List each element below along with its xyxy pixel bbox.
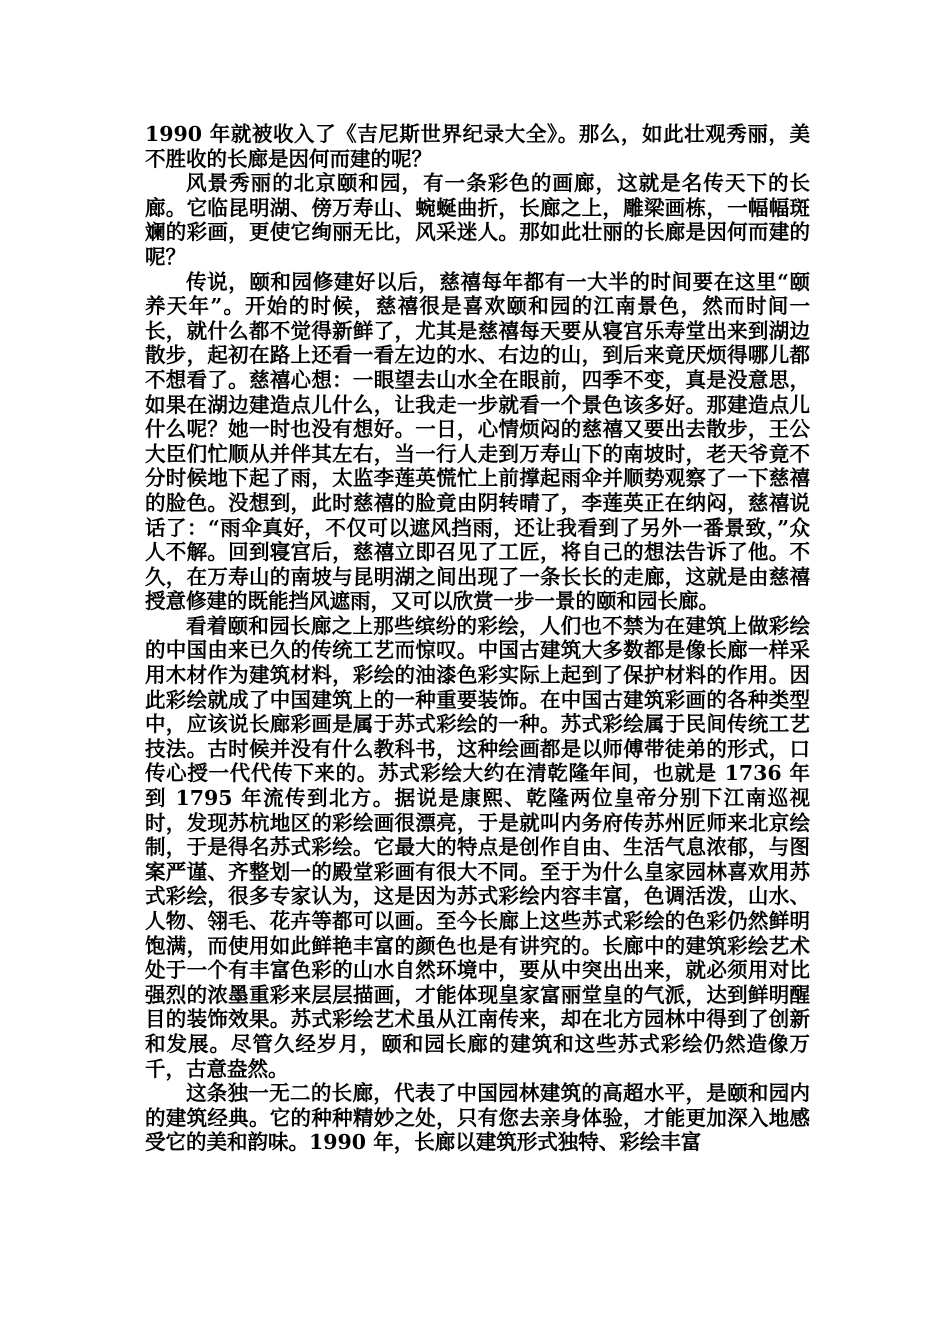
paragraph-2: 风景秀丽的北京颐和园，有一条彩色的画廊，这就是名传天下的长廊。它临昆明湖、傍万寿山、蜿蜒曲折，长廊之上，雕梁画栋，一幅幅斑斓的彩画，更使它绚丽无比，风采迷人。那如此壮丽的长廊是因何而建的呢？ — [145, 171, 810, 269]
paragraph-5: 这条独一无二的长廊，代表了中国园林建筑的高超水平，是颐和园内的建筑经典。它的种种精妙之处，只有您去亲身体验，才能更加深入地感受它的美和韵味。1990 年，长廊以建筑形式独特、彩绘丰富 — [145, 1081, 810, 1155]
paragraph-1: 1990 年就被收入了《吉尼斯世界纪录大全》。那么，如此壮观秀丽，美不胜收的长廊是因何而建的呢？ — [145, 122, 810, 171]
paragraph-3: 传说，颐和园修建好以后，慈禧每年都有一大半的时间要在这里“颐养天年”。开始的时候，慈禧很是喜欢颐和园的江南景色，然而时间一长，就什么都不觉得新鲜了，尤其是慈禧每天要从寝宫乐寿堂出来到湖边散步，起初在路上还看一看左边的水、右边的山，到后来竟厌烦得哪儿都不想看了。慈禧心想：一眼望去山水全在眼前，四季不变，真是没意思，如果在湖边建造点儿什么，让我走一步就看一个景色该多好。那建造点儿什么呢？她一时也没有想好。一日，心情烦闷的慈禧又要出去散步，王公大臣们忙顺从并伴其左右，当一行人走到万寿山下的南坡时，老天爷竟不分时候地下起了雨，太监李莲英慌忙上前撑起雨伞并顺势观察了一下慈禧的脸色。没想到，此时慈禧的脸竟由阴转晴了，李莲英正在纳闷，慈禧说话了：“雨伞真好，不仅可以遮风挡雨，还让我看到了另外一番景致，”众人不解。回到寝宫后，慈禧立即召见了工匠，将自己的想法告诉了他。不久，在万寿山的南坡与昆明湖之间出现了一条长长的走廊，这就是由慈禧授意修建的既能挡风遮雨，又可以欣赏一步一景的颐和园长廊。 — [145, 269, 810, 614]
paragraph-4: 看着颐和园长廊之上那些缤纷的彩绘，人们也不禁为在建筑上做彩绘的中国由来已久的传统工艺而惊叹。中国古建筑大多数都是像长廊一样采用木材作为建筑材料，彩绘的油漆色彩实际上起到了保护材料的作用。因此彩绘就成了中国建筑上的一种重要装饰。在中国古建筑彩画的各种类型中，应该说长廊彩画是属于苏式彩绘的一种。苏式彩绘属于民间传统工艺技法。古时候并没有什么教科书，这种绘画都是以师傅带徒弟的形式，口传心授一代代传下来的。苏式彩绘大约在清乾隆年间，也就是 1736 年到 1795 年流传到北方。据说是康熙、乾隆两位皇帝分别下江南巡视时，发现苏杭地区的彩绘画很漂亮，于是就叫内务府传苏州匠师来北京绘制，于是得名苏式彩绘。它最大的特点是创作自由、生活气息浓郁，与图案严谨、齐整划一的殿堂彩画有很大不同。至于为什么皇家园林喜欢用苏式彩绘，很多专家认为，这是因为苏式彩绘内容丰富，色调活泼，山水、人物、翎毛、花卉等都可以画。至今长廊上这些苏式彩绘的色彩仍然鲜明饱满，而使用如此鲜艳丰富的颜色也是有讲究的。长廊中的建筑彩绘艺术处于一个有丰富色彩的山水自然环境中，要从中突出出来，就必须用对比强烈的浓墨重彩来层层描画，才能体现皇家富丽堂皇的气派，达到鲜明醒目的装饰效果。苏式彩绘艺术虽从江南传来，却在北方园林中得到了创新和发展。尽管久经岁月，颐和园长廊的建筑和这些苏式彩绘仍然造像万千，古意盎然。 — [145, 613, 810, 1081]
document-body — [145, 122, 810, 1155]
